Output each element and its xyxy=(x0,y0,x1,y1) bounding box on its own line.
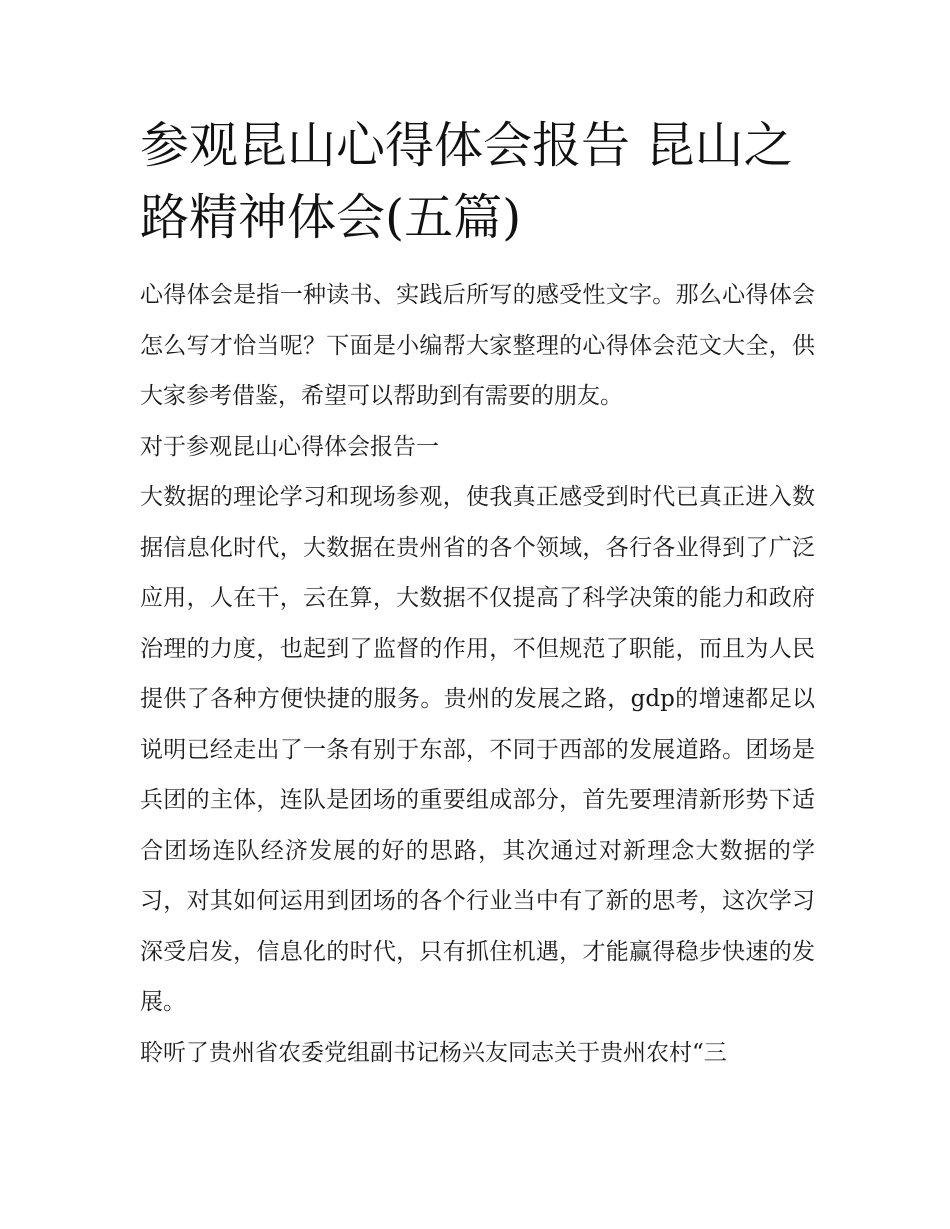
section-heading: 对于参观昆山心得体会报告一 xyxy=(140,433,439,460)
document-body xyxy=(140,110,815,1078)
body-paragraph-continued: 聆听了贵州省农委党组副书记杨兴友同志关于贵州农村“三 xyxy=(140,1039,727,1066)
intro-paragraph: 心得体会是指一种读书、实践后所写的感受性文字。那么心得体会怎么写才恰当呢？下面是小编帮大家整理的心得体会范文大全，供大家参考借鉴，希望可以帮助到有需要的朋友。 xyxy=(140,282,815,409)
body-paragraph: 大数据的理论学习和现场参观，使我真正感受到时代已真正进入数据信息化时代，大数据在贵州省的各个领域，各行各业得到了广泛应用，人在干，云在算，大数据不仅提高了科学决策的能力和政府治理的力度，也起到了监督的作用，不但规范了职能，而且为人民提供了各种方便快捷的服务。贵州的发展之路，gdp的增速都足以说明已经走出了一条有别于东部，不同于西部的发展道路。团场是兵团的主体，连队是团场的重要组成部分，首先要理清新形势下适合团场连队经济发展的好的思路，其次通过对新理念大数据的学习，对其如何运用到团场的各个行业当中有了新的思考，这次学习深受启发，信息化的时代，只有抓住机遇，才能赢得稳步快速的发展。 xyxy=(140,484,815,1015)
document-title: 参观昆山心得体会报告 昆山之路精神体会(五篇) xyxy=(140,117,793,246)
